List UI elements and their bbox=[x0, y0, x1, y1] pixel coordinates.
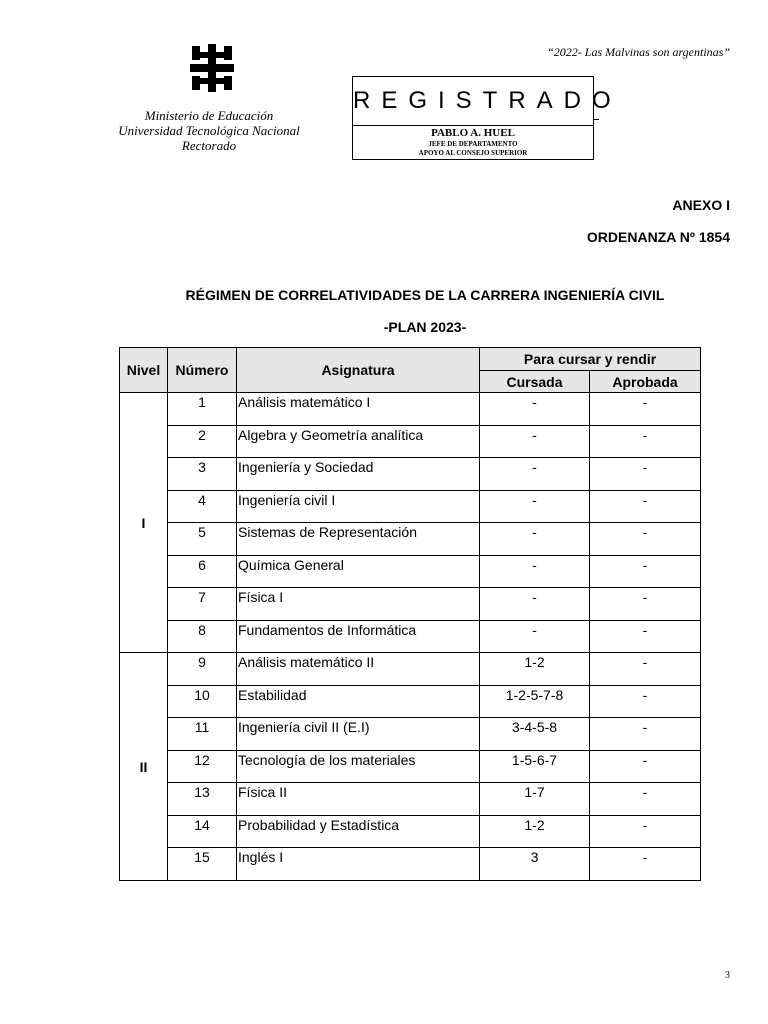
subject-cell: Tecnología de los materiales bbox=[237, 750, 480, 783]
document-title: RÉGIMEN DE CORRELATIVIDADES DE LA CARRERA INGENIERÍA CIVIL bbox=[185, 287, 665, 303]
number-cell: 5 bbox=[168, 523, 237, 556]
approved-cell: - bbox=[590, 848, 701, 881]
subject-cell: Estabilidad bbox=[237, 685, 480, 718]
table-body bbox=[120, 393, 701, 881]
subject-cell: Fundamentos de Informática bbox=[237, 620, 480, 653]
table-row bbox=[120, 555, 701, 588]
header-approved: Aprobada bbox=[590, 371, 701, 393]
number-cell: 14 bbox=[168, 815, 237, 848]
subject-cell: Física II bbox=[237, 783, 480, 816]
stamp-role-line2: APOYO AL CONSEJO SUPERIOR bbox=[418, 149, 528, 157]
stamp-divider bbox=[353, 125, 593, 126]
number-cell: 3 bbox=[168, 458, 237, 491]
taken-cell: 1-2 bbox=[480, 815, 590, 848]
number-cell: 9 bbox=[168, 653, 237, 686]
subject-cell: Probabilidad y Estadística bbox=[237, 815, 480, 848]
approved-cell: - bbox=[590, 653, 701, 686]
level-cell: II bbox=[120, 653, 168, 881]
table-row bbox=[120, 588, 701, 621]
table-row bbox=[120, 620, 701, 653]
number-cell: 6 bbox=[168, 555, 237, 588]
subject-cell: Inglés I bbox=[237, 848, 480, 881]
subject-cell: Sistemas de Representación bbox=[237, 523, 480, 556]
number-cell: 11 bbox=[168, 718, 237, 751]
stamp-tick bbox=[593, 119, 599, 120]
taken-cell: 1-2-5-7-8 bbox=[480, 685, 590, 718]
table-row bbox=[120, 750, 701, 783]
number-cell: 10 bbox=[168, 685, 237, 718]
approved-cell: - bbox=[590, 425, 701, 458]
taken-cell: 1-2 bbox=[480, 653, 590, 686]
subject-cell: Ingeniería y Sociedad bbox=[237, 458, 480, 491]
table-row bbox=[120, 458, 701, 491]
number-cell: 8 bbox=[168, 620, 237, 653]
table-row bbox=[120, 718, 701, 751]
approved-cell: - bbox=[590, 815, 701, 848]
taken-cell: 3-4-5-8 bbox=[480, 718, 590, 751]
table-row bbox=[120, 425, 701, 458]
correlatives-table bbox=[119, 347, 701, 881]
taken-cell: 1-7 bbox=[480, 783, 590, 816]
table-row bbox=[120, 783, 701, 816]
subject-cell: Química General bbox=[237, 555, 480, 588]
header-group: Para cursar y rendir bbox=[480, 348, 701, 371]
approved-cell: - bbox=[590, 685, 701, 718]
subject-cell: Análisis matemático I bbox=[237, 393, 480, 426]
registered-stamp bbox=[352, 76, 622, 160]
approved-cell: - bbox=[590, 588, 701, 621]
approved-cell: - bbox=[590, 393, 701, 426]
document-plan: -PLAN 2023- bbox=[383, 319, 467, 335]
number-cell: 15 bbox=[168, 848, 237, 881]
table-row bbox=[120, 848, 701, 881]
approved-cell: - bbox=[590, 750, 701, 783]
table-row bbox=[120, 685, 701, 718]
table-row bbox=[120, 490, 701, 523]
approved-cell: - bbox=[590, 523, 701, 556]
stamp-role-line1: JEFE DE DEPARTAMENTO bbox=[428, 140, 518, 148]
ministry-heading bbox=[104, 108, 314, 153]
table-row bbox=[120, 393, 701, 426]
taken-cell: - bbox=[480, 588, 590, 621]
subject-cell: Algebra y Geometría analítica bbox=[237, 425, 480, 458]
approved-cell: - bbox=[590, 458, 701, 491]
taken-cell: 1-5-6-7 bbox=[480, 750, 590, 783]
number-cell: 7 bbox=[168, 588, 237, 621]
stamp-title: REGISTRADO bbox=[353, 87, 622, 114]
stamp-name: PABLO A. HUEL bbox=[431, 127, 515, 139]
taken-cell: - bbox=[480, 523, 590, 556]
taken-cell: - bbox=[480, 458, 590, 491]
annex-label: ANEXO I bbox=[672, 197, 730, 213]
header-number: Número bbox=[168, 348, 237, 393]
table-row bbox=[120, 815, 701, 848]
rectorate-line: Rectorado bbox=[181, 138, 237, 153]
approved-cell: - bbox=[590, 555, 701, 588]
utn-logo-icon bbox=[190, 44, 234, 92]
subject-cell: Ingeniería civil I bbox=[237, 490, 480, 523]
subject-cell: Ingeniería civil II (E.I) bbox=[237, 718, 480, 751]
approved-cell: - bbox=[590, 490, 701, 523]
approved-cell: - bbox=[590, 718, 701, 751]
header-subject: Asignatura bbox=[237, 348, 480, 393]
university-line: Universidad Tecnológica Nacional bbox=[118, 123, 300, 138]
number-cell: 12 bbox=[168, 750, 237, 783]
header-taken: Cursada bbox=[480, 371, 590, 393]
ordinance-label: ORDENANZA Nº 1854 bbox=[586, 229, 730, 245]
ministry-line: Ministerio de Educación bbox=[144, 108, 274, 123]
approved-cell: - bbox=[590, 620, 701, 653]
taken-cell: 3 bbox=[480, 848, 590, 881]
taken-cell: - bbox=[480, 490, 590, 523]
subject-cell: Análisis matemático II bbox=[237, 653, 480, 686]
taken-cell: - bbox=[480, 425, 590, 458]
number-cell: 4 bbox=[168, 490, 237, 523]
page-number: 3 bbox=[725, 970, 730, 981]
number-cell: 13 bbox=[168, 783, 237, 816]
number-cell: 2 bbox=[168, 425, 237, 458]
number-cell: 1 bbox=[168, 393, 237, 426]
taken-cell: - bbox=[480, 620, 590, 653]
table-row bbox=[120, 523, 701, 556]
subject-cell: Física I bbox=[237, 588, 480, 621]
taken-cell: - bbox=[480, 555, 590, 588]
header-level: Nivel bbox=[120, 348, 168, 393]
level-cell: I bbox=[120, 393, 168, 653]
table-row bbox=[120, 653, 701, 686]
header-motto: “2022- Las Malvinas son argentinas” bbox=[547, 45, 730, 59]
taken-cell: - bbox=[480, 393, 590, 426]
approved-cell: - bbox=[590, 783, 701, 816]
